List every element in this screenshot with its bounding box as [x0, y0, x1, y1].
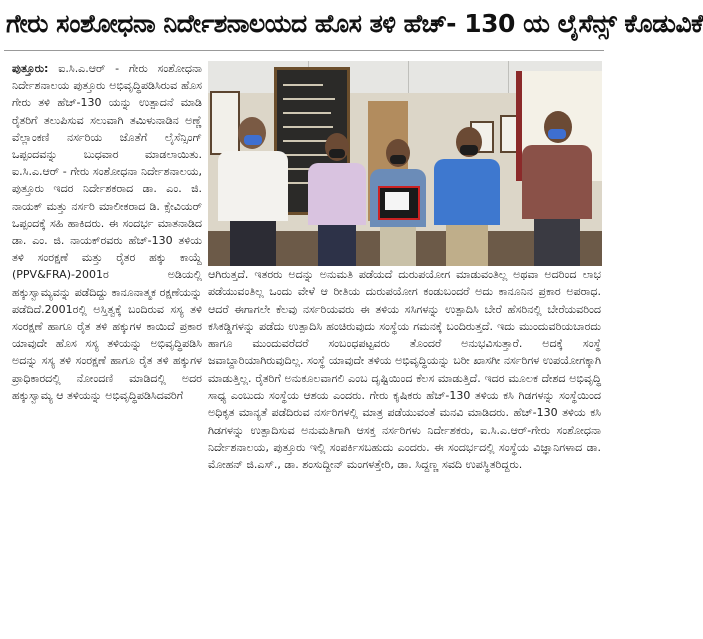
left-column-text: [12, 60, 202, 404]
left-column: [12, 60, 202, 634]
left-body: ಐ.ಸಿ.ಎ.ಆರ್ - ಗೇರು ಸಂಶೋಧನಾ ನಿರ್ದೇಶನಾಲಯ ಪುತ್ತೂರು ಅಭಿವೃದ್ಧಿಪಡಿಸಿರುವ ಹೊಸ ಗೇರು ತಳಿ ಹೆಚ್-130 ಯನ್ನು ಉತ್ಪಾದನೆ ಮಾಡಿ ರೈತರಿಗೆ ತಲುಪಿಸುವ ಸಲುವಾಗಿ ತಮಿಳುನಾಡಿನ ಅಣ್ಣೆ ವೆಲ್ಲಾಂಕಣಿ ನರ್ಸರಿಯ ಜೊತೆಗೆ ಲೈಸೆನ್ಸಿಂಗ್ ಒಪ್ಪಂದವನ್ನು ಬುಧವಾರ ಮಾಡಲಾಯಿತು. ಐ.ಸಿ.ಎ.ಆರ್ - ಗೇರು ಸಂಶೋಧನಾ ನಿರ್ದೇಶನಾಲಯ, ಪುತ್ತೂರು ಇದರ ನಿರ್ದೇಶಕರಾದ ಡಾ. ಎಂ. ಜಿ. ನಾಯಕ್ ಮತ್ತು ನರ್ಸರಿ ಮಾಲೀಕರಾದ ಡಿ. ಕ್ಸೇವಿಯರ್ ಒಪ್ಪಂದಕ್ಕೆ ಸಹಿ ಹಾಕಿದರು. ಈ ಸಂದರ್ಭ ಮಾತನಾಡಿದ ಡಾ. ಎಂ. ಜಿ. ನಾಯಕ್‌ರವರು ಹೆಚ್-130 ತಳಿಯ ತಳಿ ಸಂರಕ್ಷಣೆ ಮತ್ತು ರೈತರ ಹಕ್ಕು ಕಾಯ್ದೆ (PPV&FRA)-2001ರ ಅಡಿಯಲ್ಲಿ ಹಕ್ಕುಸ್ವಾಮ್ಯವನ್ನು ಪಡೆದಿದ್ದು ಕಾನೂನಾತ್ಮಕ ರಕ್ಷಣೆಯನ್ನು ಪಡೆದಿದೆ.2001ರಲ್ಲಿ ಅಸ್ತಿತ್ವಕ್ಕೆ ಬಂದಿರುವ ಸಸ್ಯ ತಳಿ ಸಂರಕ್ಷಣೆ ಹಾಗೂ ರೈತ ತಳಿ ಹಕ್ಕುಗಳ ಕಾಯಿದೆ ಪ್ರಕಾರ ಯಾವುದೇ ಹೊಸ ಸಸ್ಯ ತಳಿಯನ್ನು ಅಭಿವೃದ್ಧಿಪಡಿಸಿ ಅದನ್ನು ಸಸ್ಯ ತಳಿ ಸಂರಕ್ಷಣೆ ಹಾಗೂ ರೈತ ತಳಿ ಹಕ್ಕುಗಳ ಪ್ರಾಧಿಕಾರದಲ್ಲಿ ನೋಂದಣಿ ಮಾಡಿದಲ್ಲಿ ಅದರ ಹಕ್ಕುಸ್ವಾಮ್ಯ ಆ ತಳಿಯನ್ನು ಅಭಿವೃದ್ಧಿಪಡಿಸಿದವರಿಗೆ: [12, 62, 203, 402]
right-column: [208, 266, 601, 636]
license-certificate: [378, 186, 420, 220]
person-5: [522, 111, 592, 266]
dateline: ಪುತ್ತೂರು:: [12, 62, 49, 75]
headline-divider: [4, 50, 604, 51]
right-column-text: ಆಗಿರುತ್ತದೆ. ಇತರರು ಅದನ್ನು ಅನುಮತಿ ಪಡೆಯದೆ ದುರುಪಯೋಗ ಮಾಡುವಂತಿಲ್ಲ ಅಥವಾ ಅದರಿಂದ ಲಾಭ ಪಡೆಯುವಂತಿಲ್ಲ ಒಂದು ವೇಳೆ ಆ ರೀತಿಯ ದುರುಪಯೋಗ ಕಂಡುಬಂದರೆ ಅದು ಕಾನೂನಿನ ಪ್ರಕಾರ ಅಪರಾಧ. ಆದರೆ ಈಗಾಗಲೇ ಕೆಲವು ನರ್ಸರಿಯವರು ಈ ತಳಿಯ ಸಸಿಗಳನ್ನು ಉತ್ಪಾದಿಸಿ ಬೇರೆ ಹೆಸರಿನಲ್ಲಿ ಬೇರೆಯವರಿಂದ ಕಸಿಕಡ್ಡಿಗಳನ್ನು ಪಡೆದು ಉತ್ಪಾದಿಸಿ ಹಂಚಿರುವುದು ಸಂಸ್ಥೆಯ ಗಮನಕ್ಕೆ ಬಂದಿರುತ್ತದೆ. ಇದು ಮುಂದುವರಿಯಬಾರದು ಹಾಗೂ ಮುಂದುವರೆದರೆ ಸಂಬಂಧಪಟ್ಟವರು ತೊಂದರೆ ಅನುಭವಿಸುತ್ತಾರೆ. ಅದಕ್ಕೆ ಸಂಸ್ಥೆ ಜವಾಬ್ದಾರಿಯಾಗಿರುವುದಿಲ್ಲ. ಸಂಸ್ಥೆ ಯಾವುದೇ ತಳಿಯ ಅಭಿವೃದ್ಧಿಯನ್ನು ಬರೀ ಖಾಸಗೀ ನರ್ಸರಿಗಳ ಉಪಯೋಗಕ್ಕಾಗಿ ಮಾಡುತ್ತಿಲ್ಲ. ರೈತರಿಗೆ ಅನುಕೂಲವಾಗಲಿ ಎಂಬ ದೃಷ್ಟಿಯಿಂದ ಕೆಲಸ ಮಾಡುತ್ತಿದೆ. ಇದರ ಮೂಲಕ ದೇಶದ ಅಭಿವೃದ್ಧಿ ಸಾಧ್ಯ ಎಂಬುದು ಸಂಸ್ಥೆಯ ಆಶಯ ಎಂದರು. ಗೇರು ಕೃಷಿಕರು ಹೆಚ್-130 ತಳಿಯ ಕಸಿ ಗಿಡಗಳನ್ನು ಸಂಸ್ಥೆಯಿಂದ ಅಧಿಕೃತ ಮಾನ್ಯತೆ ಪಡೆದಿರುವ ನರ್ಸರಿಗಳಲ್ಲಿ ಮಾತ್ರ ಪಡೆಯುವಂತೆ ಮನವಿ ಮಾಡಿದರು. ಹೆಚ್-130 ತಳಿಯ ಕಸಿ ಗಿಡಗಳನ್ನು ಉತ್ಪಾದಿಸುವ ಅನುಮತಿಗಾಗಿ ಆಸಕ್ತ ನರ್ಸರಿಗಳು ನಿರ್ದೇಶಕರು, ಐ.ಸಿ.ಎ.ಆರ್-ಗೇರು ಸಂಶೋಧನಾ ನಿರ್ದೇಶನಾಲಯ, ಪುತ್ತೂರು ಇಲ್ಲಿ ಸಂಪರ್ಕಿಸಬಹುದು ಎಂದರು. ಈ ಸಂದರ್ಭದಲ್ಲಿ ಸಂಸ್ಥೆಯ ವಿಜ್ಞಾನಿಗಳಾದ ಡಾ. ಮೋಹನ್ ಜಿ.ಎಸ್., ಡಾ. ಶಂಸುದ್ದೀನ್ ಮಂಗಳತ್ತೇರಿ, ಡಾ. ಸಿದ್ದಣ್ಣ ಸವದಿ ಉಪಸ್ಥಿತರಿದ್ದರು.: [208, 268, 601, 472]
news-photo: [208, 61, 602, 266]
headline: ಗೇರು ಸಂಶೋಧನಾ ನಿರ್ದೇಶನಾಲಯದ ಹೊಸ ತಳಿ ಹೆಚ್- 130 ಯ ಲೈಸೆನ್ಸ್ ಕೊಡುವಿಕೆ: [6, 9, 703, 38]
person-2: [308, 133, 366, 266]
person-1: [218, 117, 288, 266]
person-4: [434, 127, 500, 266]
